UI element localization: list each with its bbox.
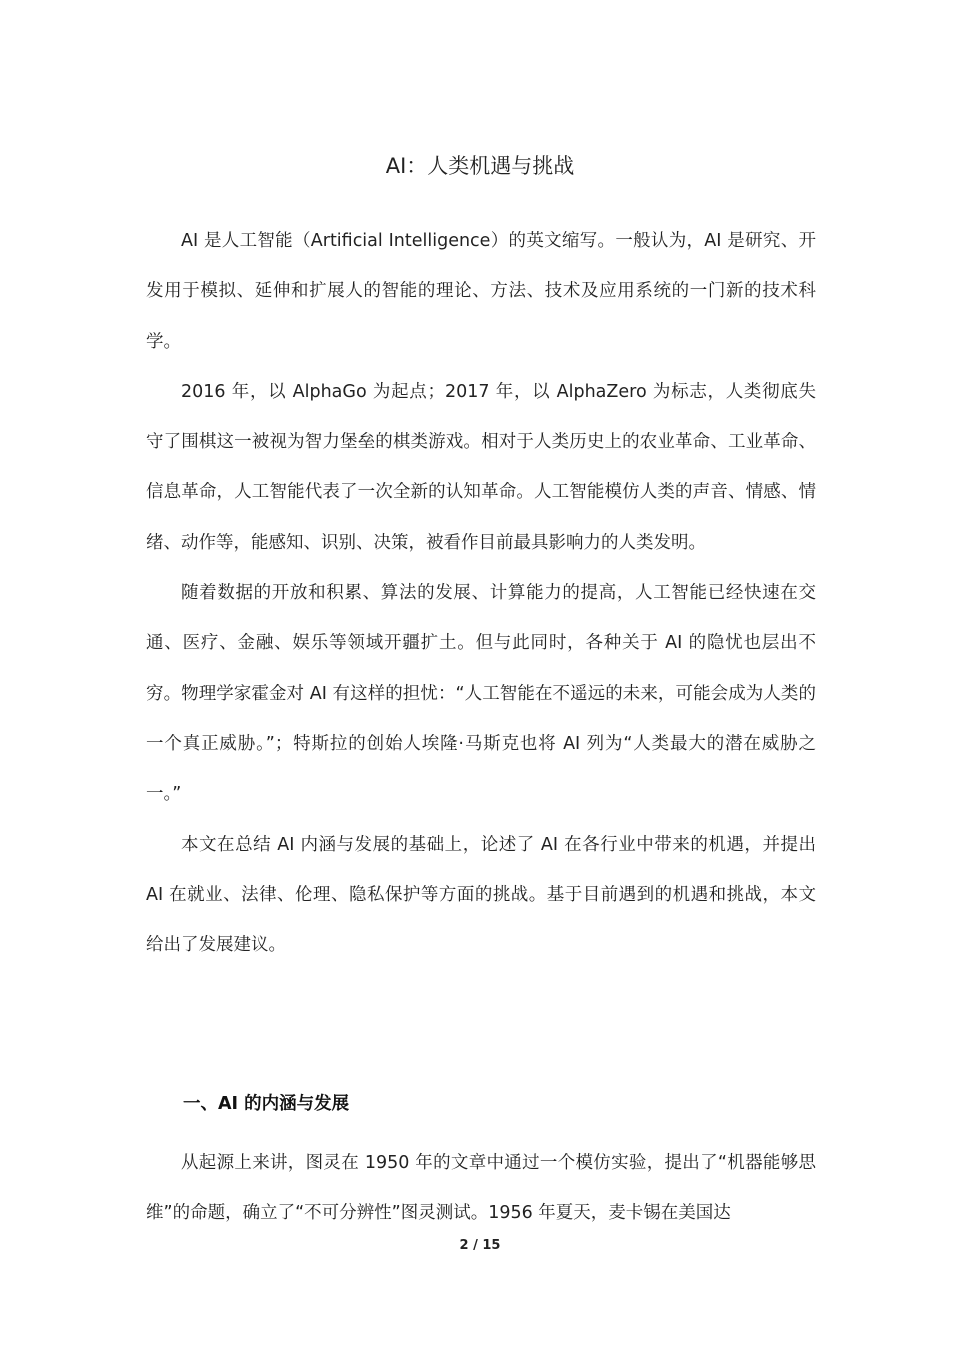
paragraph: 2016 年，以 AlphaGo 为起点；2017 年，以 AlphaZero 为标志，人类彻底失守了围棋这一被视为智力堡垒的棋类游戏。相对于人类历史上的农业革命、工业革命、信息革命，人工智能代表了一次全新的认知革命。人工智能模仿人类的声音、情感、情绪、动作等，能感知、识别、决策，被看作目前最具影响力的人类发明。	[146, 381, 816, 553]
page-number: 2 / 15	[459, 1238, 501, 1253]
intro-body	[146, 216, 816, 970]
document-title: AI：人类机遇与挑战	[385, 154, 575, 178]
paragraph: AI 是人工智能（Artificial Intelligence）的英文缩写。一般认为，AI 是研究、开发用于模拟、延伸和扩展人的智能的理论、方法、技术及应用系统的一门新的技术科学。	[146, 231, 816, 352]
paragraph: 本文在总结 AI 内涵与发展的基础上，论述了 AI 在各行业中带来的机遇，并提出 AI 在就业、法律、伦理、隐私保护等方面的挑战。基于目前遇到的机遇和挑战，本文给出了发展建议。	[146, 834, 816, 956]
paragraph: 随着数据的开放和积累、算法的发展、计算能力的提高，人工智能已经快速在交通、医疗、金融、娱乐等领域开疆扩土。但与此同时，各种关于 AI 的隐忧也层出不穷。物理学家霍金对 AI 有这样的担忧：“人工智能在不遥远的未来，可能会成为人类的一个真正威胁。”；特斯拉的创始人埃隆·马斯克也将 AI 列为“人类最大的潜在威胁之一。”	[146, 583, 816, 805]
paragraph: 从起源上来讲，图灵在 1950 年的文章中通过一个模仿实验，提出了“机器能够思维”的命题，确立了“不可分辨性”图灵测试。1956 年夏天，麦卡锡在美国达	[146, 1153, 816, 1224]
section-heading: 一、AI 的内涵与发展	[183, 1094, 350, 1114]
section-body	[146, 1138, 816, 1239]
